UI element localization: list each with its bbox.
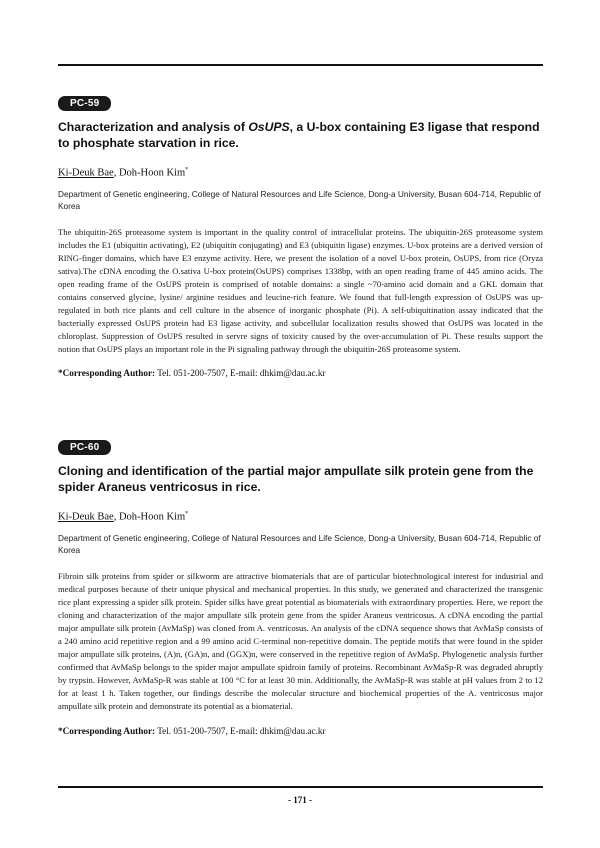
corresponding-contact: Tel. 051-200-7507, E-mail: dhkim@dau.ac.kr	[155, 368, 326, 379]
corresponding-label: *Corresponding Author:	[58, 725, 156, 736]
author-first: Ki-Deuk Bae	[58, 167, 114, 179]
abstract-pc60	[58, 437, 543, 737]
abstract-code-badge: PC-60	[58, 440, 111, 455]
abstract-title: Cloning and identification of the partial major ampullate silk protein gene from the spider Araneus ventricosus in rice.	[58, 464, 534, 494]
abstract-code-badge: PC-59	[58, 96, 111, 111]
author-second: Doh-Hoon Kim	[118, 511, 186, 523]
author-list: Ki-Deuk Bae, Doh-Hoon Kim*	[58, 167, 189, 179]
abstract-title: Characterization and analysis of OsUPS, a U-box containing E3 ligase that respond to phosphate starvation in rice.	[58, 120, 540, 150]
abstract-pc59	[58, 93, 543, 379]
affiliation: Department of Genetic engineering, College of Natural Resources and Life Science, Dong-a University, Busan 604-714, Republic of Korea	[58, 188, 541, 211]
abstract-body: The ubiquitin-26S proteasome system is important in the quality control of intracellular proteins. The ubiquitin-26S proteasome system includes the E1 (ubiquitin activating), E2 (ubiquitin conjugating) and E3 (ubiquitin ligase) enzymes. U-box proteins are a derived version of RING-finger domains, which have E3 enzyme activity. Here, we present the isolation of a novel U-box protein, OsUPS, from rice (Oryza sativa).The cDNA encoding the O.sativa U-box protein(OsUPS) comprises 1338bp, with an open reading frame of 445 amino acids. The open reading frame of the OsUPS protein is comprised of notable domains: a single ~70-amino acid domain and a GKL domain that contains conserved glycine, lysine/ arginine residues and leucine-rich feature. We found that full-length expression of OsUPS was up-regulated in both rice plants and cell culture in the absence of inorganic phosphate (Pi). A self-ubiquitination assay indicated that the bacterially expressed OsUPS protein had E3 ligase activity, and subcellular localization results showed that OsUPS was located in the chloroplast. Suppression of OsUPS resulted in servre signs of toxicity caused by the over-accumulation of Pi. These results support the notion that OsUPS plays an important role in the Pi signaling pathway through the ubiquitin-26S proteasome system.	[58, 226, 543, 355]
corresponding-author	[58, 725, 543, 737]
author-first: Ki-Deuk Bae	[58, 511, 114, 523]
affiliation: Department of Genetic engineering, College of Natural Resources and Life Science, Dong-a University, Busan 604-714, Republic of Korea	[58, 532, 541, 555]
abstract-body: Fibroin silk proteins from spider or silkworm are attractive biomaterials that are of particular biotechnological interest for industrial and medical purposes because of their unique physical and mechanical properties. In this study, we generated and characterized the transgenic rice plant expressing a spider silk protein. Spider silks have great potential as biomaterials with extraordinary properties. Here, we report the cloning and characterization of the major ampullate silk protein gene from the spider Araneus ventricosus. A cDNA encoding the partial major ampullate silk protein (AvMaSp) was cloned from A. ventricosus. An analysis of the cDNA sequence shows that AvMaSp consists of a 240 amino acid repetitive region and a 99 amino acid C-terminal non-repetitive domain. The peptide motifs that were found in the spider major ampullate silk proteins, (A)n, (GA)n, and (GGX)n, were conserved in the repetitive region of AvMaSp. Phylogenetic analysis further confirmed that AvMaSp belongs to the spider major ampullate spidroin family of proteins. Recombinant AvMaSp-R was degraded abruptly by trypsin. However, AvMaSp-R was stable at 100 °C for at least 30 min. Additionally, the AvMaSp-R was stable at pH values from 2 to 12 for at least 1 h. Taken together, our findings describe the molecular structure and biochemical properties of the A. ventricosus major ampullate silk protein and demonstrate its potential as a biomaterial.	[58, 570, 543, 712]
corresponding-mark: *	[185, 167, 189, 173]
author-list: Ki-Deuk Bae, Doh-Hoon Kim*	[58, 511, 189, 523]
corresponding-label: *Corresponding Author:	[58, 368, 156, 379]
author-second: Doh-Hoon Kim	[118, 167, 186, 179]
corresponding-author	[58, 367, 543, 379]
top-rule	[58, 64, 543, 66]
corresponding-mark: *	[185, 511, 189, 517]
corresponding-contact: Tel. 051-200-7507, E-mail: dhkim@dau.ac.kr	[155, 725, 326, 736]
gene-name-italic: OsUPS	[248, 120, 290, 134]
bottom-rule	[58, 786, 543, 788]
page-number: - 171 -	[288, 795, 312, 805]
